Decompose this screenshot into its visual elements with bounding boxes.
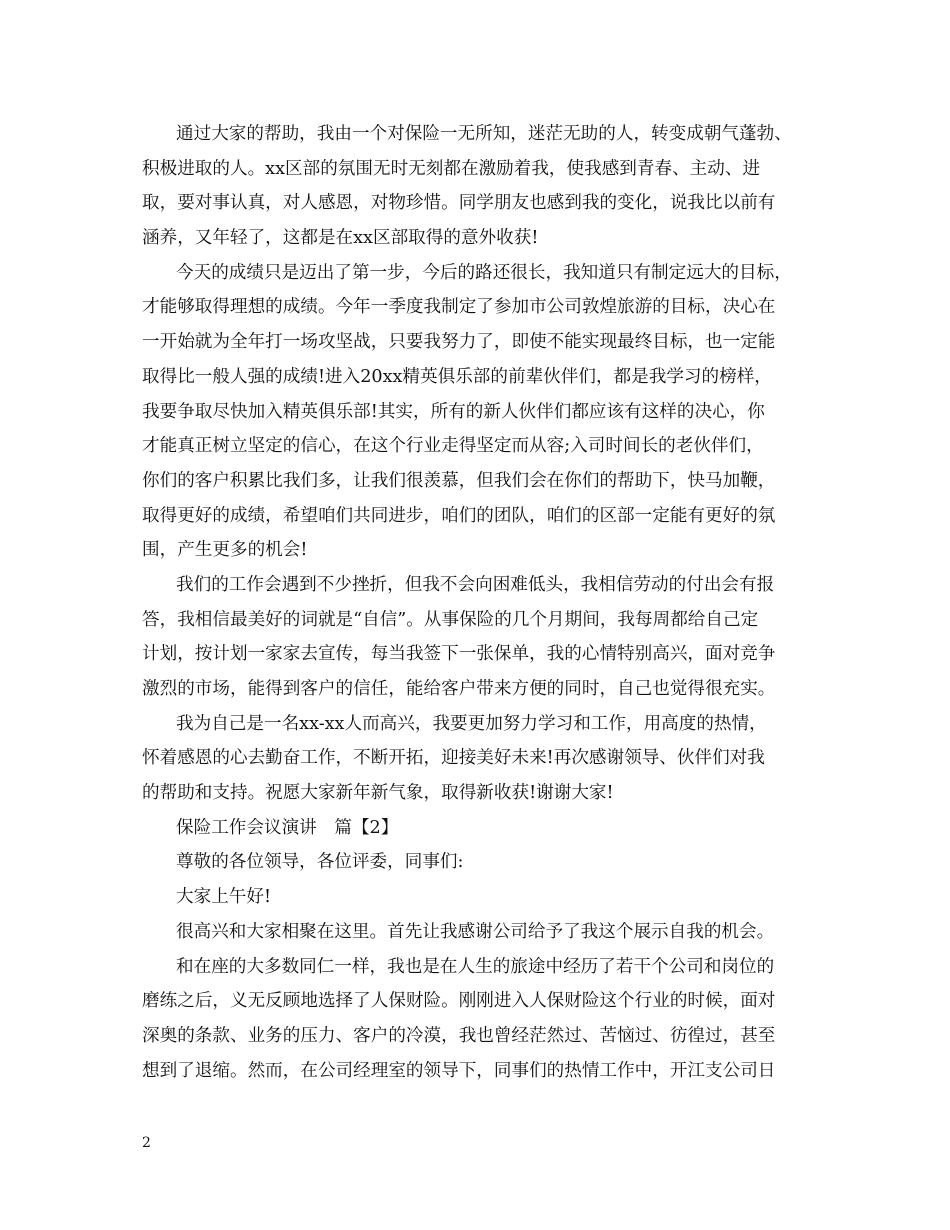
page-number: 2	[142, 1135, 151, 1151]
text-line: 通过大家的帮助，我由一个对保险一无所知，迷茫无助的人，转变成朝气蓬勃、	[176, 124, 792, 144]
text-line: 大家上午好!	[176, 887, 272, 908]
text-line: 磨练之后，义无反顾地选择了人保财险。刚刚进入人保财险这个行业的时候，面对	[142, 991, 776, 1012]
text-line: 涵养，又年轻了，这都是在xx区部取得的意外收获!	[142, 228, 539, 249]
text-line: 才能真正树立坚定的信心，在这个行业走得坚定而从容;入司时间长的老伙伴们，	[142, 436, 764, 457]
text-line: 计划，按计划一家家去宣传，每当我签下一张保单，我的心情特别高兴，面对竞争	[142, 644, 776, 665]
text-line: 一开始就为全年打一场攻坚战，只要我努力了，即使不能实现最终目标，也一定能	[142, 332, 776, 353]
text-line: 很高兴和大家相聚在这里。首先让我感谢公司给予了我这个展示自我的机会。	[176, 921, 775, 942]
text-line: 想到了退缩。然而，在公司经理室的领导下，同事们的热情工作中，开江支公司日	[142, 1060, 776, 1081]
text-line: 才能够取得理想的成绩。今年一季度我制定了参加市公司敦煌旅游的目标，决心在	[142, 297, 776, 318]
text-line: 取得比一般人强的成绩!进入20xx精英俱乐部的前辈伙伴们，都是我学习的榜样，	[142, 366, 772, 387]
text-line: 答，我相信最美好的词就是“自信”。从事保险的几个月期间，我每周都给自己定	[142, 609, 759, 630]
text-line: 激烈的市场，能得到客户的信任，能给客户带来方便的同时，自己也觉得很充实。	[142, 679, 776, 699]
text-line: 尊敬的各位领导，各位评委，同事们:	[176, 852, 464, 873]
document-body	[142, 117, 842, 1088]
text-line: 保险工作会议演讲 篇【2】	[176, 817, 399, 838]
text-line: 我为自己是一名xx-xx人而高兴，我要更加努力学习和工作，用高度的热情，	[176, 713, 767, 734]
text-line: 取得更好的成绩，希望咱们共同进步，咱们的团队，咱们的区部一定能有更好的氛	[142, 505, 776, 526]
text-line: 你们的客户积累比我们多，让我们很羡慕，但我们会在你们的帮助下，快马加鞭，	[142, 470, 776, 491]
text-line: 今天的成绩只是迈出了第一步，今后的路还很长，我知道只有制定远大的目标，	[176, 262, 792, 283]
text-line: 围，产生更多的机会!	[142, 540, 308, 561]
text-line: 我要争取尽快加入精英俱乐部!其实，所有的新人伙伴们都应该有这样的决心，你	[142, 401, 765, 422]
text-line: 怀着感恩的心去勤奋工作，不断开拓，迎接美好未来!再次感谢领导、伙伴们对我	[142, 748, 765, 769]
text-line: 和在座的大多数同仁一样，我也是在人生的旅途中经历了若干个公司和岗位的	[176, 956, 775, 977]
text-line: 的帮助和支持。祝愿大家新年新气象，取得新收获!谢谢大家!	[142, 783, 614, 804]
text-line: 取，要对事认真，对人感恩，对物珍惜。同学朋友也感到我的变化，说我比以前有	[142, 193, 776, 214]
text-line: 积极进取的人。xx区部的氛围无时无刻都在激励着我，使我感到青春、主动、进	[142, 158, 761, 179]
text-line: 我们的工作会遇到不少挫折，但我不会向困难低头，我相信劳动的付出会有报	[176, 574, 775, 595]
text-line: 深奥的条款、业务的压力、客户的冷漠，我也曾经茫然过、苦恼过、彷徨过，甚至	[142, 1025, 776, 1046]
